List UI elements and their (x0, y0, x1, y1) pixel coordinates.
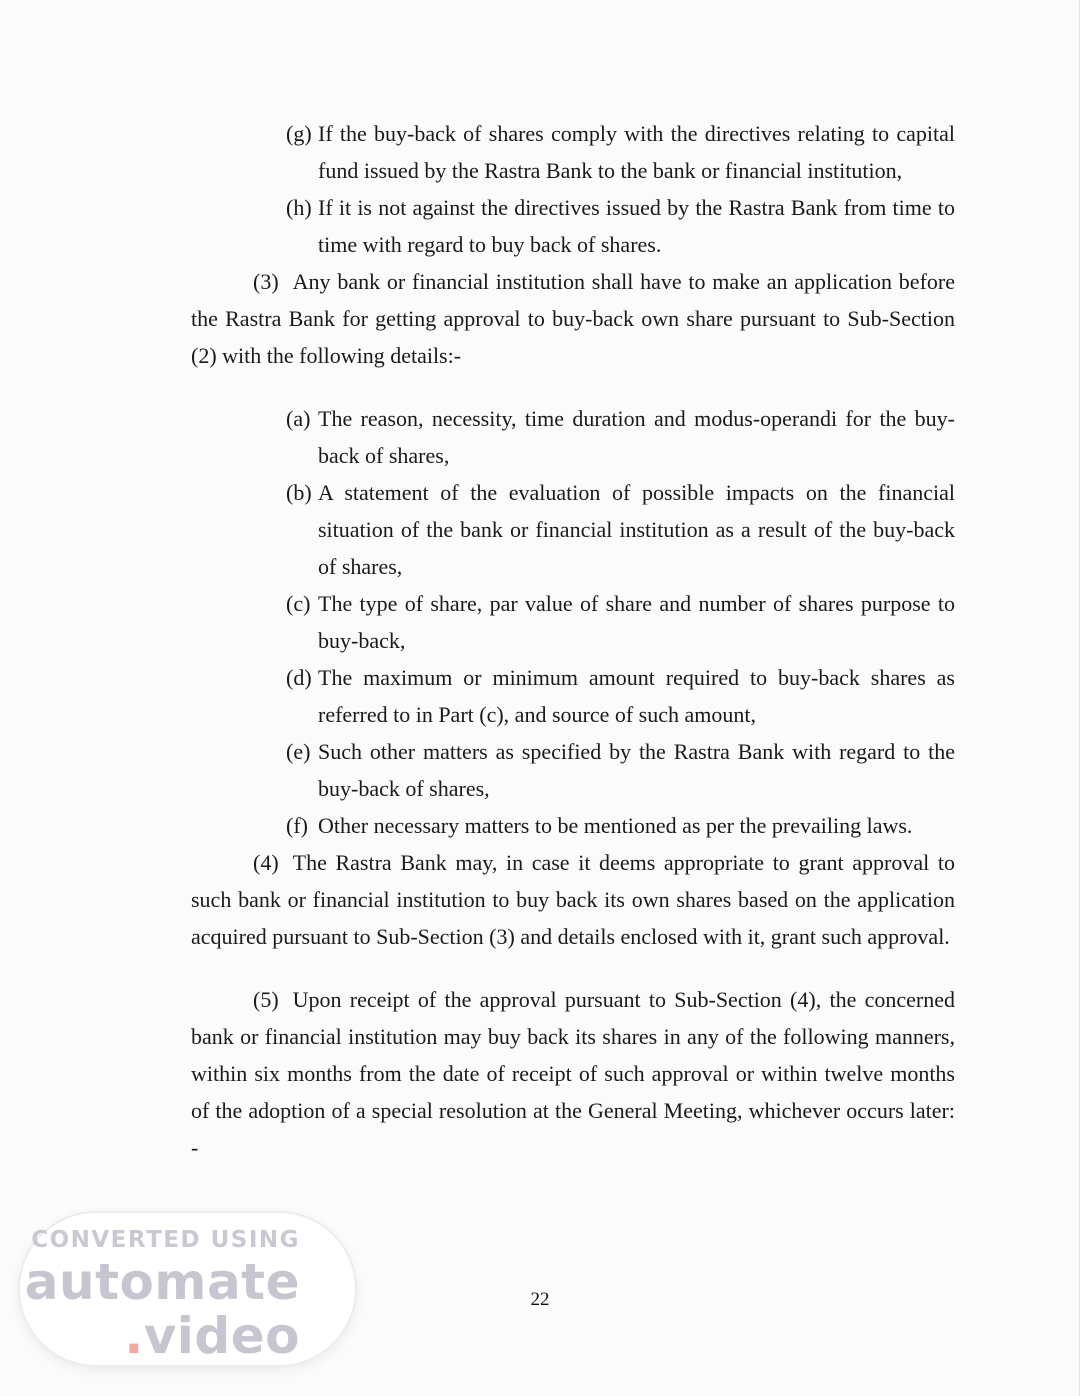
paragraph-3-text: Any bank or financial institution shall have to make an application before the Rastra Bank for getting approval to buy-back own share pursuant to Sub-Section (2) with the following details:- (191, 269, 955, 368)
clause-f-label: (f) (286, 813, 308, 838)
paragraph-4-label: (4) (253, 850, 279, 875)
clause-f (191, 807, 955, 844)
page-number: 22 (530, 1289, 550, 1310)
clause-b-label: (b) (286, 480, 312, 505)
clause-d-text: The maximum or minimum amount required to buy-back shares as referred to in Part (c), and source of such amount, (318, 665, 955, 727)
watermark-video-word: video (143, 1307, 300, 1365)
clause-c-text: The type of share, par value of share and number of shares purpose to buy-back, (318, 591, 955, 653)
paragraph-5-text: Upon receipt of the approval pursuant to Sub-Section (4), the concerned bank or financial institution may buy back its shares in any of the following manners, within six months from the date of receipt of such approval or within twelve months of the adoption of a special resolution at the General Meeting, whichever occurs later: - (191, 987, 955, 1160)
clause-c-label: (c) (286, 591, 311, 616)
watermark-video-label (124, 1309, 300, 1363)
clause-g-label: (g) (286, 121, 312, 146)
paragraph-3 (191, 263, 955, 374)
clause-a (191, 400, 955, 474)
watermark-badge (18, 1211, 357, 1367)
clause-a-label: (a) (286, 406, 311, 431)
clause-c (191, 585, 955, 659)
clause-h-label: (h) (286, 195, 312, 220)
clause-a-text: The reason, necessity, time duration and modus-operandi for the buy-back of shares, (318, 406, 955, 468)
paragraph-5 (191, 981, 955, 1166)
document-body (191, 115, 955, 1166)
clause-e-label: (e) (286, 739, 311, 764)
paragraph-4-text: The Rastra Bank may, in case it deems appropriate to grant approval to such bank or financial institution to buy back its own shares based on the application acquired pursuant to Sub-Section (3) and details enclosed with it, grant such approval. (191, 850, 955, 949)
clause-b (191, 474, 955, 585)
paragraph-3-label: (3) (253, 269, 279, 294)
clause-g-text: If the buy-back of shares comply with the directives relating to capital fund issued by the Rastra Bank to the bank or financial institution, (318, 121, 955, 183)
clause-e-text: Such other matters as specified by the Rastra Bank with regard to the buy-back of shares, (318, 739, 955, 801)
clause-h (191, 189, 955, 263)
clause-f-text: Other necessary matters to be mentioned as per the prevailing laws. (318, 813, 913, 838)
clause-h-text: If it is not against the directives issued by the Rastra Bank from time to time with regard to buy back of shares. (318, 195, 955, 257)
clause-g (191, 115, 955, 189)
clause-d (191, 659, 955, 733)
paragraph-4 (191, 844, 955, 955)
watermark-dot: . (124, 1307, 144, 1365)
spacer (191, 374, 955, 400)
watermark-converted-using-label: CONVERTED USING (31, 1227, 300, 1253)
clause-b-text: A statement of the evaluation of possible impacts on the financial situation of the bank or financial institution as a result of the buy-back of shares, (318, 480, 955, 579)
watermark-automate-label: automate (24, 1253, 300, 1311)
clause-e (191, 733, 955, 807)
spacer (191, 955, 955, 981)
clause-d-label: (d) (286, 665, 312, 690)
paragraph-5-label: (5) (253, 987, 279, 1012)
